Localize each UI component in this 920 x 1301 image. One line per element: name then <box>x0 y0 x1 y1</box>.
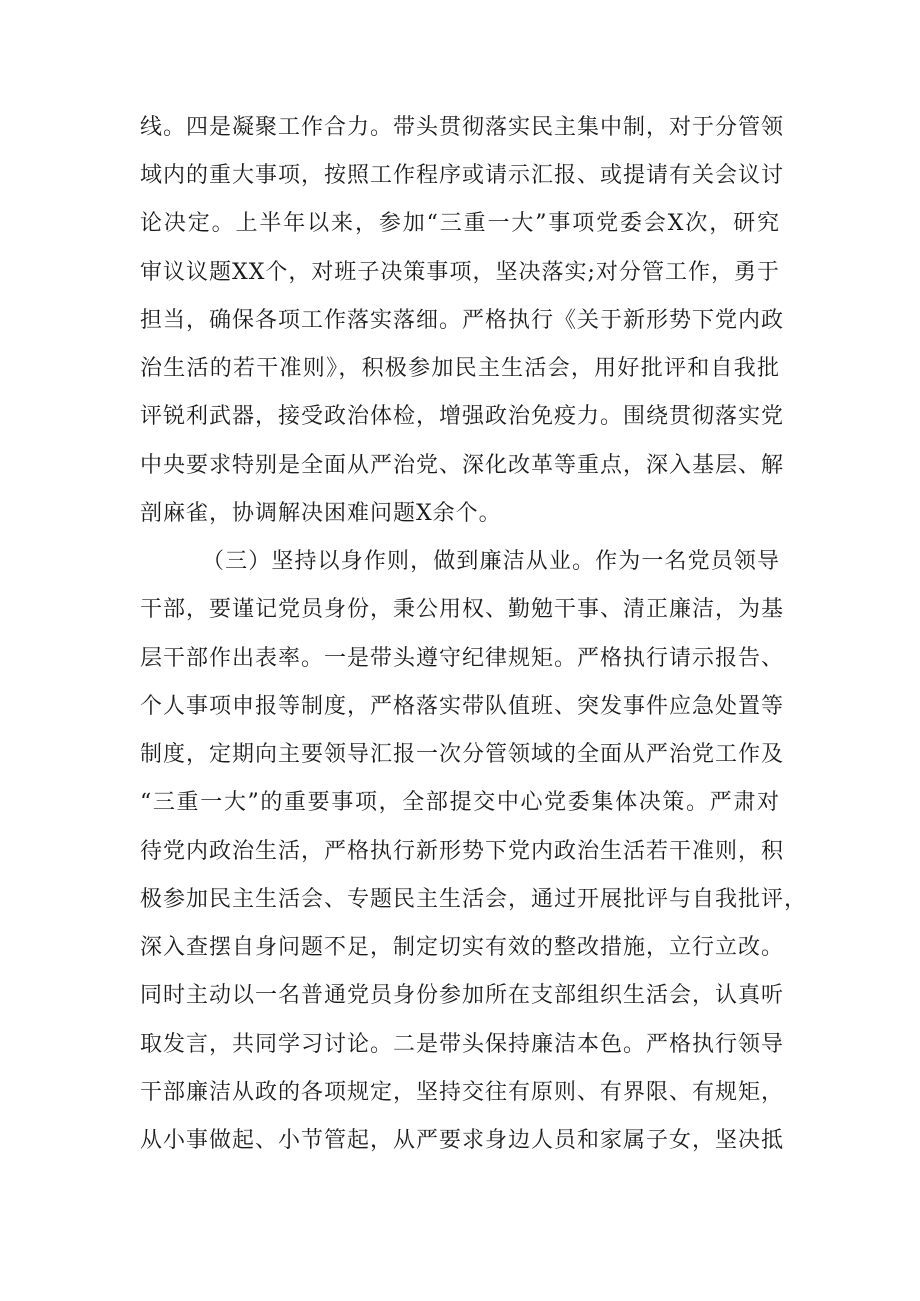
text-line: 同时主动以一名普通党员身份参加所在支部组织生活会，认真听 <box>140 983 785 1008</box>
text-line: 干部廉洁从政的各项规定，坚持交往有原则、有界限、有规矩， <box>140 1080 785 1105</box>
text-line: 层干部作出表率。一是带头遵守纪律规矩。严格执行请示报告、 <box>140 646 785 671</box>
text-line: 论决定。上半年以来，参加“三重一大”事项党委会X次，研究 <box>140 211 780 236</box>
text-line: 线。四是凝聚工作合力。带头贯彻落实民主集中制，对于分管领 <box>140 115 785 140</box>
text-line: 从小事做起、小节管起，从严要求身边人员和家属子女，坚决抵 <box>140 1128 785 1153</box>
text-line: “三重一大”的重要事项，全部提交中心党委集体决策。严肃对 <box>140 790 780 815</box>
text-line: 深入查摆自身问题不足，制定切实有效的整改措施，立行立改。 <box>140 935 785 960</box>
text-line: 审议议题XX个，对班子决策事项，坚决落实;对分管工作，勇于 <box>140 260 780 285</box>
section-heading-line: （三）坚持以身作则，做到廉洁从业。作为一名党员领导 <box>202 549 780 574</box>
text-line: 担当，确保各项工作落实落细。严格执行《关于新形势下党内政 <box>140 308 785 333</box>
text-line: 剖麻雀，协调解决困难问题X余个。 <box>140 501 502 526</box>
text-line: 域内的重大事项，按照工作程序或请示汇报、或提请有关会议讨 <box>140 163 785 188</box>
text-line: 干部，要谨记党员身份，秉公用权、勤勉干事、清正廉洁，为基 <box>140 597 785 622</box>
text-line: 治生活的若干准则》，积极参加民主生活会，用好批评和自我批 <box>140 356 780 381</box>
text-line: 极参加民主生活会、专题民主生活会，通过开展批评与自我批评， <box>140 887 808 912</box>
text-line: 制度，定期向主要领导汇报一次分管领域的全面从严治党工作及 <box>140 742 785 767</box>
text-line: 取发言，共同学习讨论。二是带头保持廉洁本色。严格执行领导 <box>140 1032 785 1057</box>
text-line: 个人事项申报等制度，严格落实带队值班、突发事件应急处置等 <box>140 694 785 719</box>
text-line: 待党内政治生活，严格执行新形势下党内政治生活若干准则，积 <box>140 839 785 864</box>
text-line: 中央要求特别是全面从严治党、深化改革等重点，深入基层、解 <box>140 453 785 478</box>
text-line: 评锐利武器，接受政治体检，增强政治免疫力。围绕贯彻落实党 <box>140 404 785 429</box>
